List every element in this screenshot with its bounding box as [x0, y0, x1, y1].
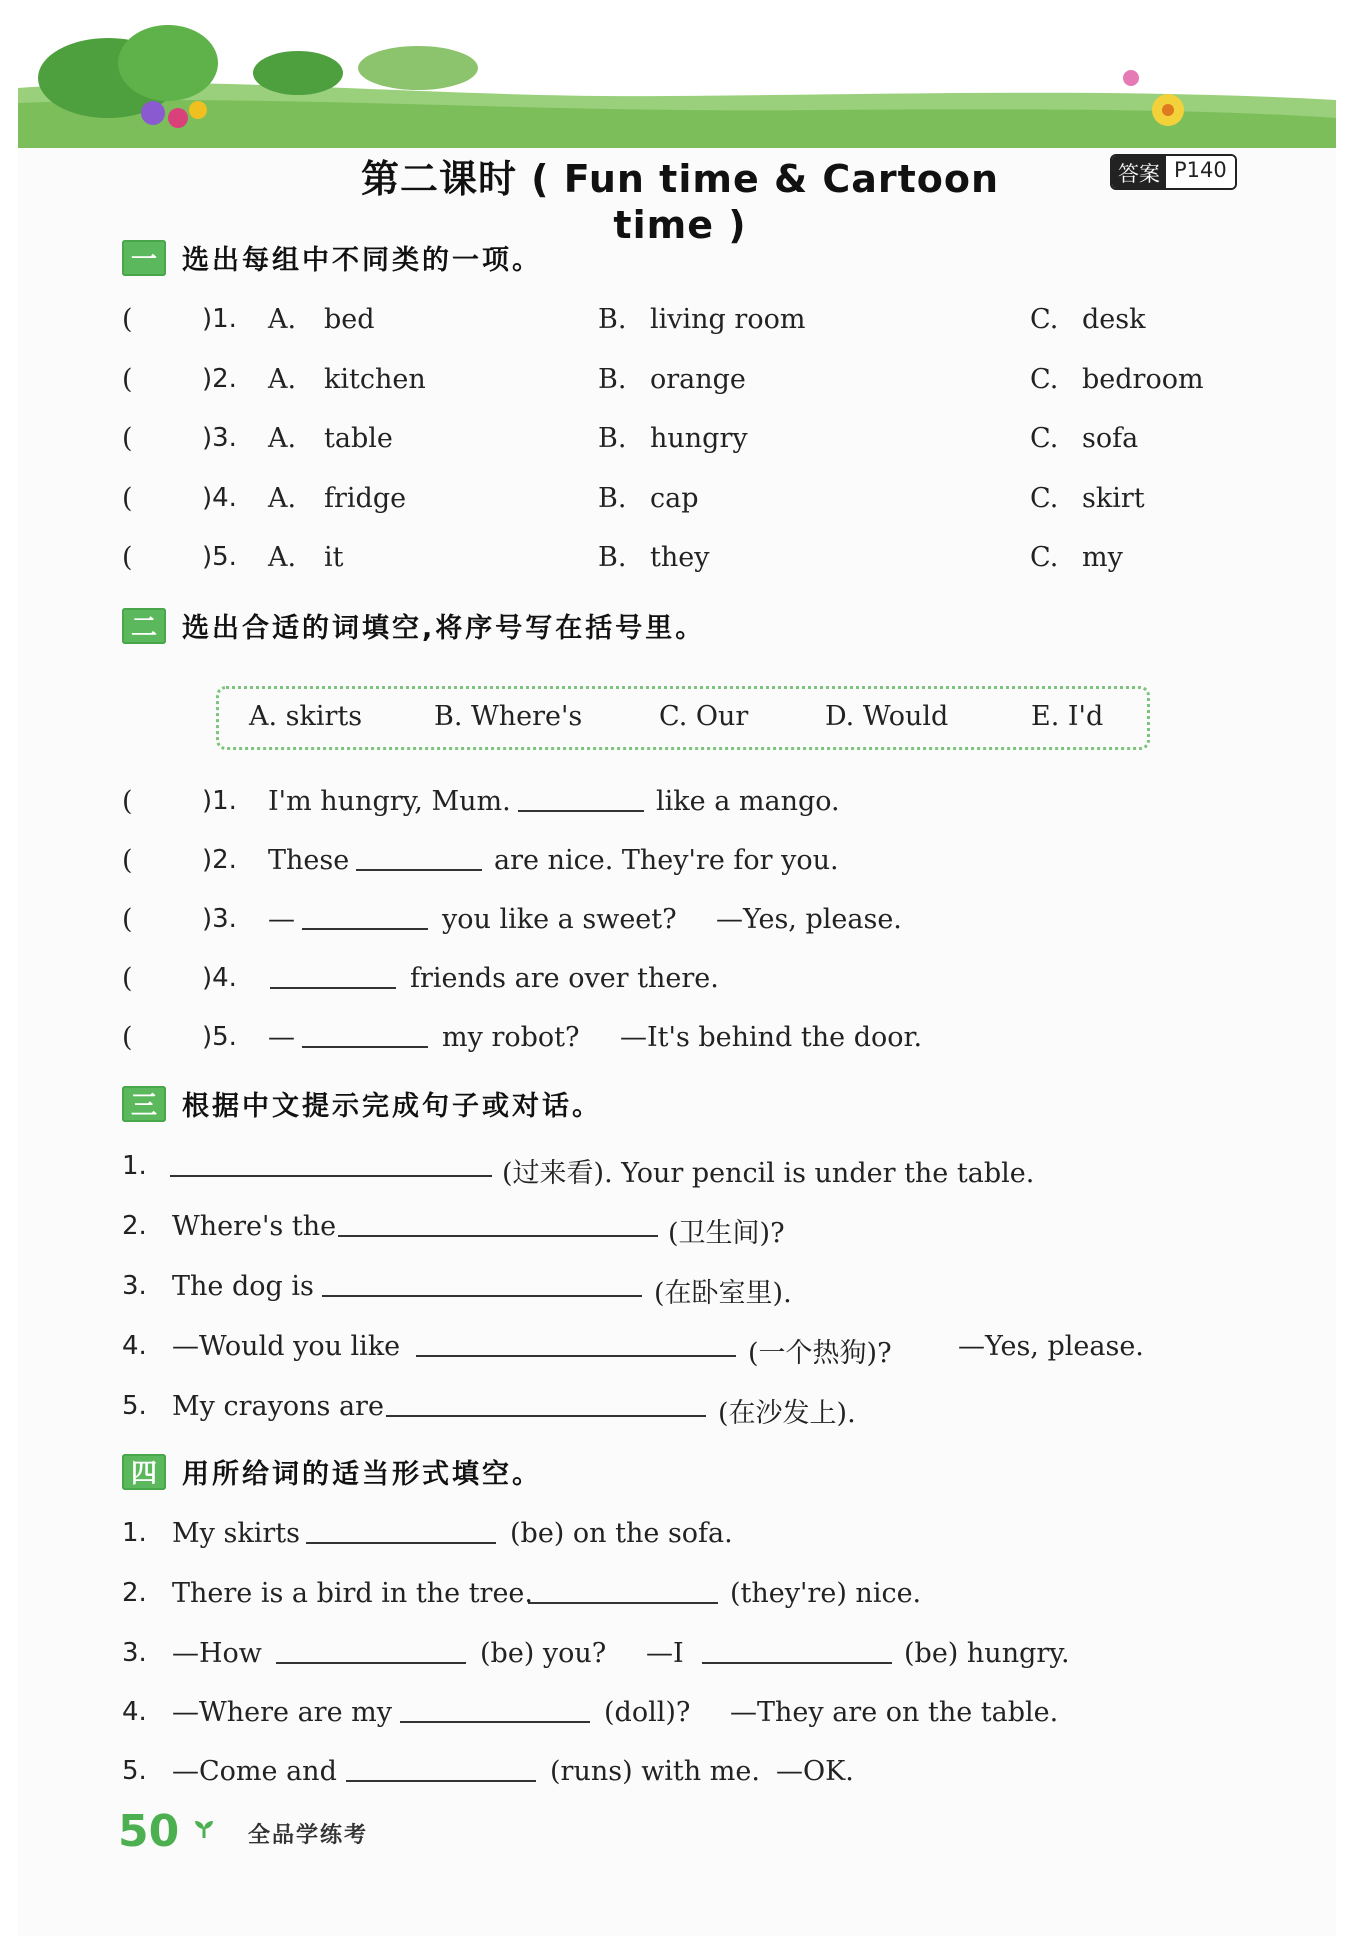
answer-blank[interactable] — [400, 1697, 590, 1723]
section3-item: 4. —Would you like (一个热狗)? —Yes, please. — [122, 1331, 1144, 1369]
section3-number-badge: 三 — [122, 1086, 166, 1122]
section4-item: 4. —Where are my (doll)? —They are on the table. — [122, 1697, 1059, 1728]
answer-blank[interactable] — [302, 1022, 428, 1048]
page-title: 第二课时 ( Fun time & Cartoon time ) — [360, 157, 1000, 247]
word-option: E. I'd — [1031, 701, 1104, 732]
answer-blank[interactable] — [346, 1756, 536, 1782]
section4-item: 2. There is a bird in the tree. (they're) nice. — [122, 1578, 922, 1609]
section1-item: ( )5. A. it B. they C. my — [122, 542, 1123, 573]
section3-item: 3. The dog is (在卧室里). — [122, 1271, 792, 1309]
section2-number-badge: 二 — [122, 608, 166, 644]
answer-blank[interactable] — [322, 1271, 642, 1297]
section2-item: ( )2. These are nice. They're for you. — [122, 845, 839, 876]
section1-item: ( )2. A. kitchen B. orange C. bedroom — [122, 364, 1204, 395]
section3-item: 1. (过来看). Your pencil is under the table. — [122, 1151, 1035, 1189]
word-option: A. skirts — [249, 701, 363, 732]
answer-page: P140 — [1166, 156, 1235, 188]
answer-label: 答案 — [1112, 156, 1166, 188]
word-option: C. Our — [659, 701, 749, 732]
answer-blank[interactable] — [528, 1578, 718, 1604]
section3-title: 根据中文提示完成句子或对话。 — [182, 1091, 602, 1122]
word-option: B. Where's — [434, 701, 583, 732]
page-number: 50 — [118, 1806, 180, 1857]
section1-item: ( )4. A. fridge B. cap C. skirt — [122, 483, 1145, 514]
section4-heading — [122, 1452, 542, 1491]
answer-blank[interactable] — [702, 1638, 892, 1664]
section1-heading — [122, 238, 542, 277]
answer-reference-tag — [1110, 154, 1237, 190]
section2-heading — [122, 606, 705, 645]
section1-item: ( )1. A. bed B. living room C. desk — [122, 304, 1146, 335]
section1-number-badge: 一 — [122, 240, 166, 276]
section2-item: ( )5. — my robot? —It's behind the door. — [122, 1022, 923, 1053]
section4-item: 5. —Come and (runs) with me. —OK. — [122, 1756, 854, 1787]
answer-blank[interactable] — [518, 786, 644, 812]
answer-blank[interactable] — [416, 1331, 736, 1357]
book-title: 全品学练考 — [248, 1823, 369, 1848]
answer-blank[interactable] — [302, 904, 428, 930]
section1-title: 选出每组中不同类的一项。 — [182, 245, 542, 276]
answer-blank[interactable] — [170, 1151, 492, 1177]
section2-item: ( )4. friends are over there. — [122, 963, 719, 994]
section4-item: 1. My skirts (be) on the sofa. — [122, 1518, 733, 1549]
word-option: D. Would — [825, 701, 949, 732]
section2-item: ( )3. — you like a sweet? —Yes, please. — [122, 904, 902, 935]
answer-blank[interactable] — [338, 1211, 658, 1237]
answer-blank[interactable] — [386, 1391, 706, 1417]
section2-title: 选出合适的词填空,将序号写在括号里。 — [182, 613, 706, 644]
section4-number-badge: 四 — [122, 1454, 166, 1490]
answer-blank[interactable] — [270, 963, 396, 989]
answer-blank[interactable] — [356, 845, 482, 871]
section3-item: 5. My crayons are (在沙发上). — [122, 1391, 856, 1429]
section3-heading — [122, 1084, 602, 1123]
word-bank-box — [216, 686, 1150, 750]
sprout-icon — [192, 1818, 216, 1840]
header-scenery-illustration — [18, 18, 1336, 148]
answer-blank[interactable] — [306, 1518, 496, 1544]
section1-item: ( )3. A. table B. hungry C. sofa — [122, 423, 1139, 454]
answer-blank[interactable] — [276, 1638, 466, 1664]
section4-title: 用所给词的适当形式填空。 — [182, 1459, 542, 1490]
section3-item: 2. Where's the (卫生间)? — [122, 1211, 785, 1249]
section2-item: ( )1. I'm hungry, Mum. like a mango. — [122, 786, 840, 817]
section4-item: 3. —How (be) you? —I (be) hungry. — [122, 1638, 1070, 1669]
